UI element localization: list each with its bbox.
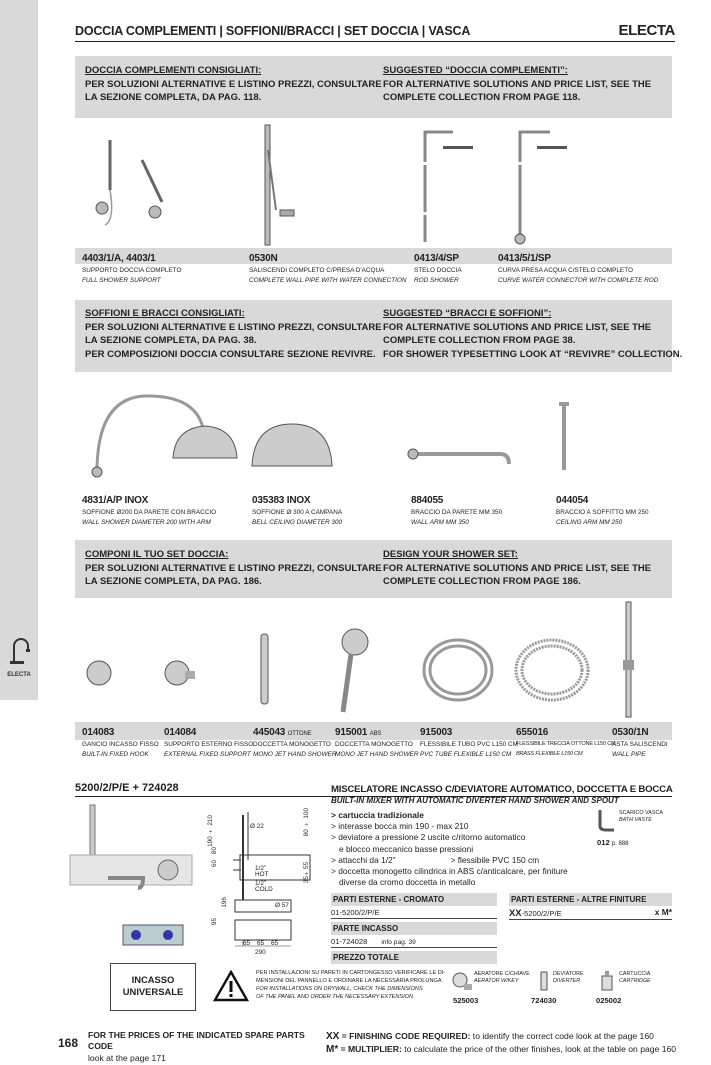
mixer-product-image — [68, 800, 198, 950]
mixer-features: > cartuccia tradizionale > interasse bocca min 190 - max 210 > deviatore a pressione 2 uscite c/ritorno automatico e blocco meccanico basse pressioni > attacchi da 1/2” > flessibile PVC 150 cm > doccetta monogetto cilindrica in ABS c/anticalcare, per finiture diverse da cromo doccetta in metallo — [331, 810, 568, 888]
footer-spare-parts: FOR THE PRICES OF THE INDICATED SPARE PARTS CODE look at the page 171 — [88, 1030, 305, 1063]
brand-logo: ELECTA — [618, 22, 675, 39]
product-desc: BRACCIO DA PARETE MM 350 WALL ARM MM 350 — [411, 509, 503, 526]
dim-h1: 65 — [243, 940, 251, 947]
product-code: 884055 — [411, 495, 444, 506]
incasso-code: 01-724028 info pag. 39 — [331, 937, 497, 948]
brass-hand-shower-image — [255, 630, 275, 710]
wall-shower-arm-image — [85, 380, 245, 490]
product-desc: SOFFIONE Ø200 DA PARETE CON BRACCIO WALL SHOWER DIAMETER 200 WITH ARM — [82, 509, 217, 526]
aerator-icon — [451, 970, 475, 994]
external-support-image — [163, 655, 197, 695]
product-desc: FLESSIBILE TRECCIA OTTONE L150 CM BRASS FLEXIBLE L150 CM — [516, 741, 616, 757]
product-code: 014083 — [82, 727, 115, 738]
mixer-subtitle: BUILT-IN MIXER WITH AUTOMATIC DIVERTER HAND SHOWER AND SPOUT — [331, 796, 619, 805]
product-desc: FLESSIBILE TUBO PVC L150 CM PVC TUBE FLEXIBLE L150 CM — [420, 741, 518, 758]
product-code: 044054 — [556, 495, 589, 506]
sidebar-brand: ELECTA — [7, 672, 31, 678]
sidebar-strip — [0, 0, 38, 700]
dim-v2: 80 ÷ 100 — [303, 808, 310, 837]
product-desc: GANCIO INCASSO FISSO BUILT-IN FIXED HOOK — [82, 741, 159, 758]
dim-cold: 1/2” COLD — [255, 880, 273, 893]
builtin-hook-image — [85, 655, 115, 695]
section3-en: DESIGN YOUR SHOWER SET: FOR ALTERNATIVE SOLUTIONS AND PRICE LIST, SEE THE COMPLETE COLLECTION FROM PAGE 186. — [383, 549, 652, 588]
product-code: 915001 ABS — [335, 727, 382, 738]
mixer-code: 5200/2/P/E + 724028 — [75, 782, 179, 794]
product-desc: STELO DOCCIA ROD SHOWER — [414, 267, 462, 284]
product-code: 014084 — [164, 727, 197, 738]
dim-h4: 290 — [255, 949, 266, 956]
brass-flexible-image — [510, 630, 595, 710]
product-desc: SUPPORTO DOCCIA COMPLETO FULL SHOWER SUPPORT — [82, 267, 182, 284]
product-code: 0530N — [249, 253, 278, 264]
product-desc: SALISCENDI COMPLETO C/PRESA D'ACQUA COMPLETE WALL PIPE WITH WATER CONNECTION — [249, 267, 407, 284]
dim-h2: 65 — [257, 940, 265, 947]
product-code: 4403/1/A, 4403/1 — [82, 253, 156, 264]
mixer-title: MISCELATORE INCASSO C/DEVIATORE AUTOMATICO, DOCCETTA E BOCCA — [331, 784, 673, 795]
accessory-code: 525003 — [453, 996, 479, 1005]
product-desc: CURVA PRESA ACQUA C/STELO COMPLETO CURVE WATER CONNECTOR WITH COMPLETE ROD — [498, 267, 659, 284]
faucet-icon — [9, 628, 31, 668]
page-header — [75, 22, 675, 42]
product-code: 0413/4/SP — [414, 253, 459, 264]
other-label: PARTI ESTERNE - ALTRE FINITURE — [509, 893, 672, 906]
dim-v3: 35÷55 — [303, 862, 310, 884]
ceiling-arm-image — [555, 400, 575, 480]
chrome-label: PARTI ESTERNE - CROMATO — [331, 893, 497, 906]
section3-it: COMPONI IL TUO SET DOCCIA: PER SOLUZIONI ALTERNATIVE E LISTINO PREZZI, CONSULTARE LA SEZIONE COMPLETA, DA PAG. 186. — [85, 549, 382, 588]
abs-hand-shower-image — [335, 626, 371, 716]
page-title: DOCCIA COMPLEMENTI | SOFFIONI/BRACCI | SET DOCCIA | VASCA — [75, 24, 471, 38]
dim-v6: 196 — [221, 897, 228, 908]
pvc-flexible-image — [418, 630, 498, 710]
product-desc: DOCCETTA MONOGETTO MONO JET HAND SHOWER — [335, 741, 419, 758]
other-code: XX-5200/2/P/E x M* — [509, 907, 672, 918]
rod-shower-image — [415, 122, 475, 247]
accessory-desc: DEVIATORE DIVERTER — [553, 971, 584, 984]
product-code: 035383 INOX — [252, 495, 311, 506]
product-code: 0413/5/1/SP — [498, 253, 551, 264]
product-code: 445043 OTTONE — [253, 727, 312, 738]
total-label: PREZZO TOTALE — [331, 951, 497, 964]
dim-h3: 65 — [271, 940, 279, 947]
dim-v5: 80 — [211, 847, 218, 855]
dim-v4: 60 — [211, 860, 218, 868]
drain-code: 012 p. 888 — [597, 838, 629, 847]
drywall-warning: PER INSTALLAZIONI SU PARETI IN CARTONGESSO VERIFICARE LE DI- MENSIONI DEL PANNELLO E ORDINARE LA NECESSARIA PROLUNGA FOR INSTALLATIONS ON DRYWALL, CHECK THE DIMENSIONS OF THE PANEL AND ORDER THE NECESSARY EXTENSION — [256, 970, 446, 1000]
accessory-desc: AERATORE C/CHIAVE AERATOR W/KEY — [474, 971, 530, 984]
incasso-label: PARTE INCASSO — [331, 922, 497, 935]
section1-en: SUGGESTED “DOCCIA COMPLEMENTI”: FOR ALTERNATIVE SOLUTIONS AND PRICE LIST, SEE THE COMPLETE COLLECTION FROM PAGE 118. — [383, 65, 652, 104]
bell-shower-image — [250, 420, 335, 480]
warning-icon — [213, 970, 249, 1002]
bath-drain-icon — [596, 808, 616, 834]
accessory-code: 025002 — [596, 996, 622, 1005]
dim-v1: 190 ÷ 210 — [207, 815, 214, 847]
dim-v7: 95 — [211, 918, 218, 926]
product-desc: ASTA SALISCENDI WALL PIPE — [612, 741, 668, 758]
page-number: 168 — [58, 1036, 79, 1050]
product-code: 0530/1N — [612, 727, 649, 738]
dim-hot: 1/2” HOT — [255, 865, 269, 878]
wall-pipe-image — [258, 120, 308, 250]
incasso-universale-box: INCASSO UNIVERSALE — [110, 963, 196, 1011]
diverter-icon — [537, 970, 551, 994]
accessory-code: 724030 — [531, 996, 557, 1005]
section2-en: SUGGESTED “BRACCI E SOFFIONI”: FOR ALTERNATIVE SOLUTIONS AND PRICE LIST, SEE THE COMPLETE COLLECTION FROM PAGE 38. FOR SHOWER TYPESETTING LOOK AT “REVIVRE” COLLECTION. — [383, 308, 683, 360]
wall-arm-image — [405, 440, 515, 470]
section1-it: DOCCIA COMPLEMENTI CONSIGLIATI: PER SOLUZIONI ALTERNATIVE E LISTINO PREZZI, CONSULTARE LA SEZIONE COMPLETA, DA PAG. 118. — [85, 65, 382, 104]
footer-legend: XX = FINISHING CODE REQUIRED: to identify the correct code look at the page 160 M* = MULTIPLIER: to calculate the price of the other finishes, look at the table on page 160 — [326, 1031, 677, 1055]
product-desc: DOCCETTA MONOGETTO MONO JET HAND SHOWER — [253, 741, 337, 758]
accessory-desc: CARTUCCIA CARTRIDGE — [619, 971, 651, 984]
product-desc: SUPPORTO ESTERNO FISSO EXTERNAL FIXED SUPPORT — [164, 741, 254, 758]
product-desc: SOFFIONE Ø 300 A CAMPANA BELL CEILING DIAMETER 300 — [252, 509, 343, 526]
wall-pipe-rod-image — [620, 600, 640, 720]
curve-connector-image — [505, 122, 567, 247]
dim-d57: Ø 57 — [275, 902, 289, 909]
product-code: 4831/A/P INOX — [82, 495, 149, 506]
shower-support-image — [90, 130, 175, 230]
drain-desc: SCARICO VASCA BATH VASTE — [619, 810, 663, 823]
product-code: 655016 — [516, 727, 549, 738]
section2-it: SOFFIONI E BRACCI CONSIGLIATI: PER SOLUZIONI ALTERNATIVE E LISTINO PREZZI, CONSULTARE LA SEZIONE COMPLETA, DA PAG. 38. PER COMPOSIZIONI DOCCIA CONSULTARE SEZIONE REVIVRE. — [85, 308, 382, 360]
chrome-code: 01-5200/2/P/E — [331, 908, 497, 919]
product-desc: BRACCIO A SOFFITTO MM 250 CEILING ARM MM 250 — [556, 509, 649, 526]
cartridge-icon — [598, 970, 616, 994]
dim-d22: Ø 22 — [250, 823, 264, 830]
product-code: 915003 — [420, 727, 453, 738]
